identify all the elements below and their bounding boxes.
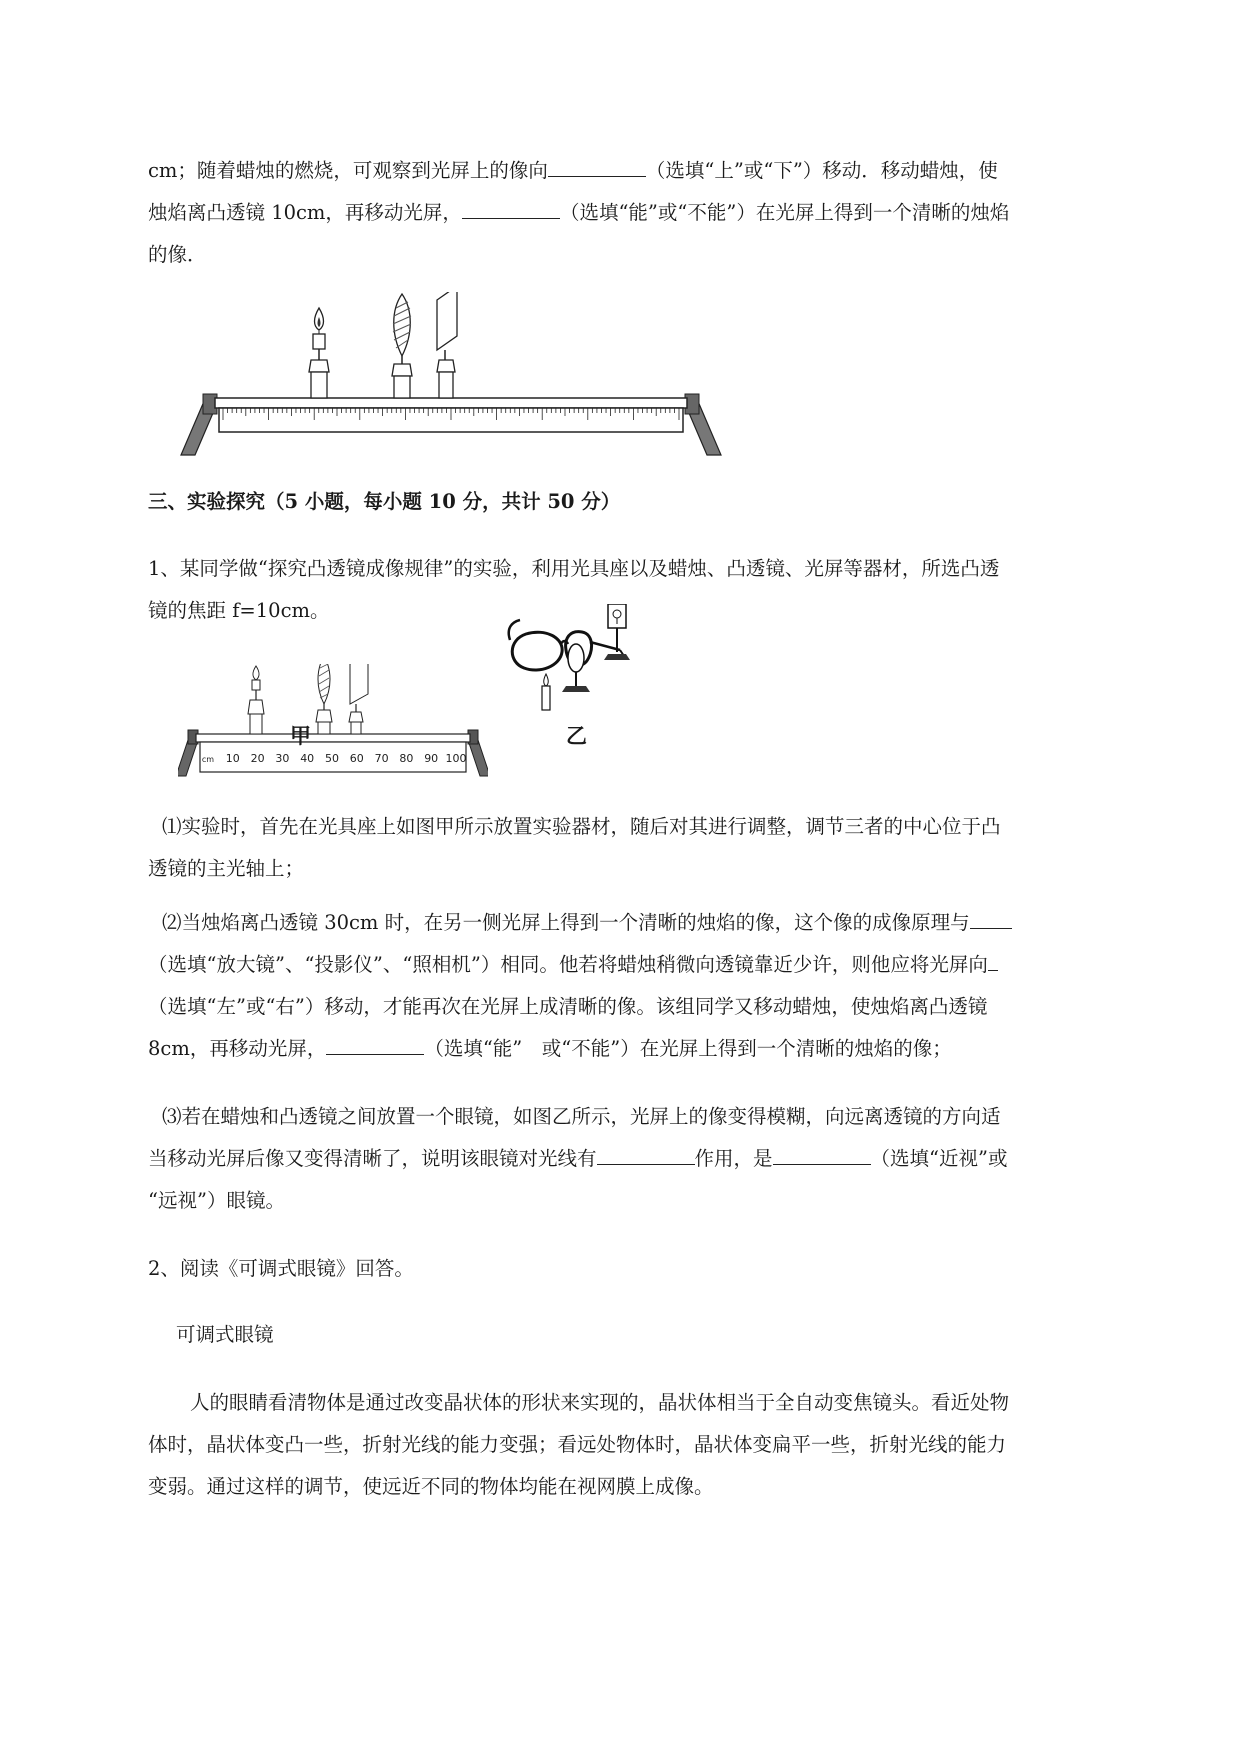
answer-blank[interactable] (548, 156, 646, 177)
paragraph-line (148, 192, 1146, 234)
answer-blank[interactable] (326, 1034, 424, 1055)
ruler-label: cm (201, 755, 215, 764)
ruler-label: 20 (250, 752, 265, 765)
question-part-line (148, 1138, 1146, 1180)
question-part-line (148, 1028, 1146, 1070)
bench-rail (196, 734, 470, 742)
ruler-label: 60 (349, 752, 364, 765)
article-title (176, 1314, 1174, 1356)
text-run: cm；随着蜡烛的燃烧，可观察到光屏上的像向 (148, 159, 548, 182)
text-run: 2、阅读《可调式眼镜》回答。 (148, 1257, 414, 1280)
ruler-label: 100 (445, 752, 467, 765)
optical-bench-figure (175, 292, 735, 460)
ruler-label: 50 (325, 752, 339, 765)
answer-blank[interactable] (597, 1144, 695, 1165)
question-part-line (148, 806, 1146, 848)
article-body-line (148, 1382, 1146, 1424)
light-screen-icon (349, 664, 368, 734)
text-run: 当移动光屏后像又变得清晰了，说明该眼镜对光线有 (148, 1147, 597, 1170)
answer-blank[interactable] (970, 908, 1012, 929)
light-screen-icon (604, 604, 630, 660)
text-run: ⑴实验时，首先在光具座上如图甲所示放置实验器材，随后对其进行调整，调节三者的中心位于凸 (162, 815, 1001, 838)
article-body-line (148, 1424, 1146, 1466)
text-run: 可调式眼镜 (176, 1323, 274, 1346)
text-run: 1、某同学做“探究凸透镜成像规律”的实验，利用光具座以及蜡烛、凸透镜、光屏等器材，所选凸透 (148, 557, 1000, 580)
ruler-label: 90 (424, 752, 439, 765)
light-screen-icon (437, 292, 457, 398)
ruler-label: 80 (399, 752, 414, 765)
text-run: 体时，晶状体变凸一些，折射光线的能力变强；看远处物体时，晶状体变扁平一些，折射光线的能力 (148, 1433, 1007, 1456)
text-run: （选填“能”或“不能”）在光屏上得到一个清晰的烛焰 (559, 201, 1010, 224)
text-run: （选填“左”或“右”）移动，才能再次在光屏上成清晰的像。该组同学又移动蜡烛，使烛焰离凸透镜 (148, 995, 988, 1018)
figure-caption-jia: 甲 (290, 724, 311, 748)
ruler-label: 10 (225, 752, 240, 765)
text-run: ⑶若在蜡烛和凸透镜之间放置一个眼镜，如图乙所示，光屏上的像变得模糊，向远离透镜的方向适 (162, 1105, 1001, 1128)
glasses-icon (509, 620, 624, 670)
text-run: （选填“近视”或 (870, 1147, 1008, 1170)
answer-blank[interactable] (773, 1144, 871, 1165)
ruler-label: 40 (300, 752, 315, 765)
text-run: 作用，是 (694, 1147, 773, 1170)
figure-yi (506, 604, 676, 724)
question-part-line (148, 1180, 1146, 1222)
paragraph-line (148, 234, 1146, 276)
text-run: “远视”）眼镜。 (148, 1189, 285, 1212)
question-part-line (148, 902, 1146, 944)
question-part-line (148, 848, 1146, 890)
question-part-line (148, 986, 1146, 1028)
text-run: （选填“能” 或“不能”）在光屏上得到一个清晰的烛焰的像； (424, 1037, 952, 1060)
candle-icon (248, 666, 264, 734)
section-heading: 三、实验探究（5 小题，每小题 10 分，共计 50 分） (148, 490, 621, 513)
text-run: （选填“上”或“下”）移动．移动蜡烛，使 (645, 159, 998, 182)
bench-rail (215, 398, 687, 408)
figure-caption-yi: 乙 (566, 724, 587, 748)
text-run: 变弱。通过这样的调节，使远近不同的物体均能在视网膜上成像。 (148, 1475, 714, 1498)
text-run: 的像． (148, 243, 207, 266)
text-run: 8cm，再移动光屏， (148, 1037, 327, 1060)
convex-lens-icon (392, 294, 412, 398)
candle-icon (542, 674, 550, 710)
text-run: （选填“放大镜”、“投影仪”、“照相机”）相同。他若将蜡烛稍微向透镜靠近少许，则他应将光屏向 (148, 953, 988, 976)
answer-blank[interactable] (988, 950, 998, 971)
text-run: 烛焰离凸透镜 10cm，再移动光屏， (148, 201, 462, 224)
text-run: 人的眼睛看清物体是通过改变晶状体的形状来实现的，晶状体相当于全自动变焦镜头。看近处物 (190, 1391, 1010, 1414)
candle-icon (309, 308, 329, 398)
question-intro-line (148, 1248, 1146, 1290)
answer-blank[interactable] (462, 198, 560, 219)
text-run: ⑵当烛焰离凸透镜 30cm 时，在另一侧光屏上得到一个清晰的烛焰的像，这个像的成像原理与 (162, 911, 970, 934)
paragraph-line (148, 150, 1146, 192)
text-run: 镜的焦距 f=10cm。 (148, 599, 330, 622)
article-body-line (148, 1466, 1146, 1508)
figure-jia (178, 664, 488, 792)
question-part-line (148, 1096, 1146, 1138)
text-run: 透镜的主光轴上； (148, 857, 305, 880)
question-intro-line (148, 548, 1146, 590)
ruler-label: 70 (374, 752, 389, 765)
question-part-line (148, 944, 1146, 986)
ruler-label: 30 (275, 752, 290, 765)
convex-lens-icon (316, 664, 332, 734)
